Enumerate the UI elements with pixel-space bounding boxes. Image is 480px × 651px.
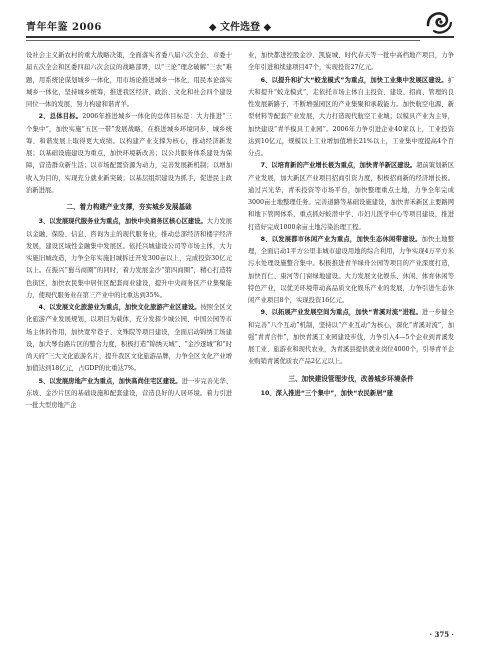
paragraph [248,50,454,75]
journal-title: 青年年鉴 2006 [26,22,102,33]
paragraph [26,216,232,302]
paragraph-lead: 6、以提升和扩大“蛟龙模式”为重点，加快工业集中发展区建设。 [260,76,448,84]
paragraph-text: 进一步完善光华、东坡、金沙片区的基础设施和配套建设，营造良好的人居环境。着力引进一批大型房地产企 [26,377,232,409]
article-body [26,50,454,621]
paragraph-lead: 8、以发展都市休闲产业为重点，加快生态休闲带建设。 [260,235,422,243]
journal-logo-icon [424,7,454,37]
paragraph-text: 进一步健全和完善“八个互动”机制，坚持以“产业互动”为核心，深化“青溪对流”，加强“青青合作”，加快青溪工业园建设步伐，力争引入4—5个企业到青溪发展工业、旅游业和现代农业，为青溪县提供就业岗位4000个，引导青羊企业购销青溪优质农产品2亿元以上。 [248,309,454,366]
paragraph [26,111,232,197]
paragraph-lead: 10、深入推进“三个集中”，加快“农民新居”建 [260,389,393,397]
paragraph [248,75,454,161]
paragraph-text: 2006年推进城乡一体化的总体目标是：大力推进“三个集中”，加快实施“五区一带”发展战略，在推进城乡环境同步、城乡统筹、和谐发展上取得更大成绩。以构建产业支撑为核心，推动经济新发展；以基础设施建设为重点，加快环境新改善；以公共服务体系建设为保障，营造群众新生活；以市场配置资源为动力，完善发展新机制；以增加收入为目的，实现充分就业新突破；以基层组织建设为抓手，促进民主政治新进展。 [26,113,232,194]
paragraph [248,234,454,308]
paragraph-lead: 4、以发展文化旅游业为重点，加快文化旅游产业区建设。 [38,304,201,311]
paragraph-text: 加快土地整理，全面启动1平方公里非城市建设用地的综合利用，力争实现4万平方米污水处理设施整合集中。积极推进青羊绿舟公园等项目的产业深度打造，加快百仁、康河等门窗绿地建设。大力发展文化娱乐、休闲、体育休闲等特色产业，以优美环境带动高品质文化娱乐产业的发展，力争引进生态休闲产业项目8个，实现投资16亿元。 [248,235,454,304]
paragraph-text: 按照全区文化旅游产业发展规划，以项目为载体，充分发挥少城公园、中国公园等市场主体的作用，加快宽窄巷子、文殊院等项目建设，全面启动锦绣工场建设，加大琴台路片区的整合力度，积极打造“锦绣天城”、“金沙逐城”和“时尚天府”三大文化旅游名片，提升我区文化旅游品牌，力争全区文化产业增加值达到18亿元，占GDP的比重达7%。 [26,304,232,373]
right-column [248,50,454,621]
header-rule-thin [26,40,420,41]
header-rule [26,36,454,38]
left-column [26,50,232,621]
paragraph-lead: 5、以发展房地产业为重点，加快高尚住宅区建设。 [38,377,182,385]
paragraph [248,160,454,234]
page-header [26,9,454,39]
section-heading: 二、着力构建产业支撑，夯实城乡发展基础 [66,203,192,211]
paragraph [248,388,454,400]
paragraph-text: 扩大和提升“蛟龙模式”，走依托市场主体自主投资、建设、招商、管理的良性发展新路子，不断增强园区的产业集聚和承载能力。加快航空电源、新型材料等配套产业发展，大力打造现代航空工业城；以模具产业为主导，加快建设“青羊模具工业园”。2006年力争引进企业40家以上，工业投资达到10亿元，规模以上工业增加值增长21%以上，工业集中度提高4个百分点。 [248,76,454,157]
paragraph-text: 业，加快都进控股金沙、凯旋城、时代春天等一批中高档地产项目，力争全年引进和续建项目47个，实现投资27亿元。 [248,52,454,72]
paragraph [248,307,454,368]
paragraph-text: 超前策划新区产业发展，加大新区产业项目招商引资力度，积极招商新的经济增长极。通过兴光华，青禾投资等市场平台，加快整理重点土地，力争全年完成3000亩土地整理任务。完善道路等基础设施建设，加快青禾新区主要路网和地下管网体系，重点抓好蛟潜中学、市妇儿医学中心等项目建设，推进打造好完成1000余亩土地污染治理工程。 [248,162,454,231]
section-title: ◆ 文件选登 ◆ [208,22,272,33]
page-number: · 375 · [429,630,454,639]
paragraph [26,376,232,413]
paragraph [26,50,232,111]
paragraph [26,302,232,376]
paragraph-lead: 3、以发展现代服务业为重点，加快中央商务区核心区建设。 [38,218,207,226]
section-heading: 三、加快建设管理步伐，改善城乡环境条件 [288,374,414,383]
paragraph-lead: 7、以培育新的产业增长极为重点，加快青羊新区建设。 [260,162,417,170]
paragraph-text: 大力发展以金融、保险、信息、咨询为主的现代服务业，推动总部经济和楼宇经济发展，建设区域性金融集中发展区。依托兴城建设公司等市场主体，大力实施旧城改造，力争全年实施旧城拆迁开发300亩以上，完成投资30亿元以上。在振兴“蜀马商圈”的同时，着力发展金沙“第四商圈”，精心打造特色街区，加快农民集中居住区配套商业建设，提升中央商务区产业集聚能力，使现代服务业在第三产业中的比重达到35%。 [26,218,232,299]
paragraph-lead: 9、以拓展产业发展空间为重点，加快“青溪对流”进程。 [260,309,422,317]
paragraph-lead: 2、总体目标。 [38,113,83,121]
paragraph-text: 设社会主义新农村的重大战略决策，全面落实省委八届六次全会、市委十届五次全会和区委四届六次会议的战略部署，以“三论”理念破解“三农”难题，用系统论谋划城乡一体化，用市场论推进城乡一体化，用民本论落实城乡一体化，坚持城乡统筹，推进我区经济、政治、文化和社会四个建设同位一体的发展，努力构建和谐青羊。 [26,52,232,108]
